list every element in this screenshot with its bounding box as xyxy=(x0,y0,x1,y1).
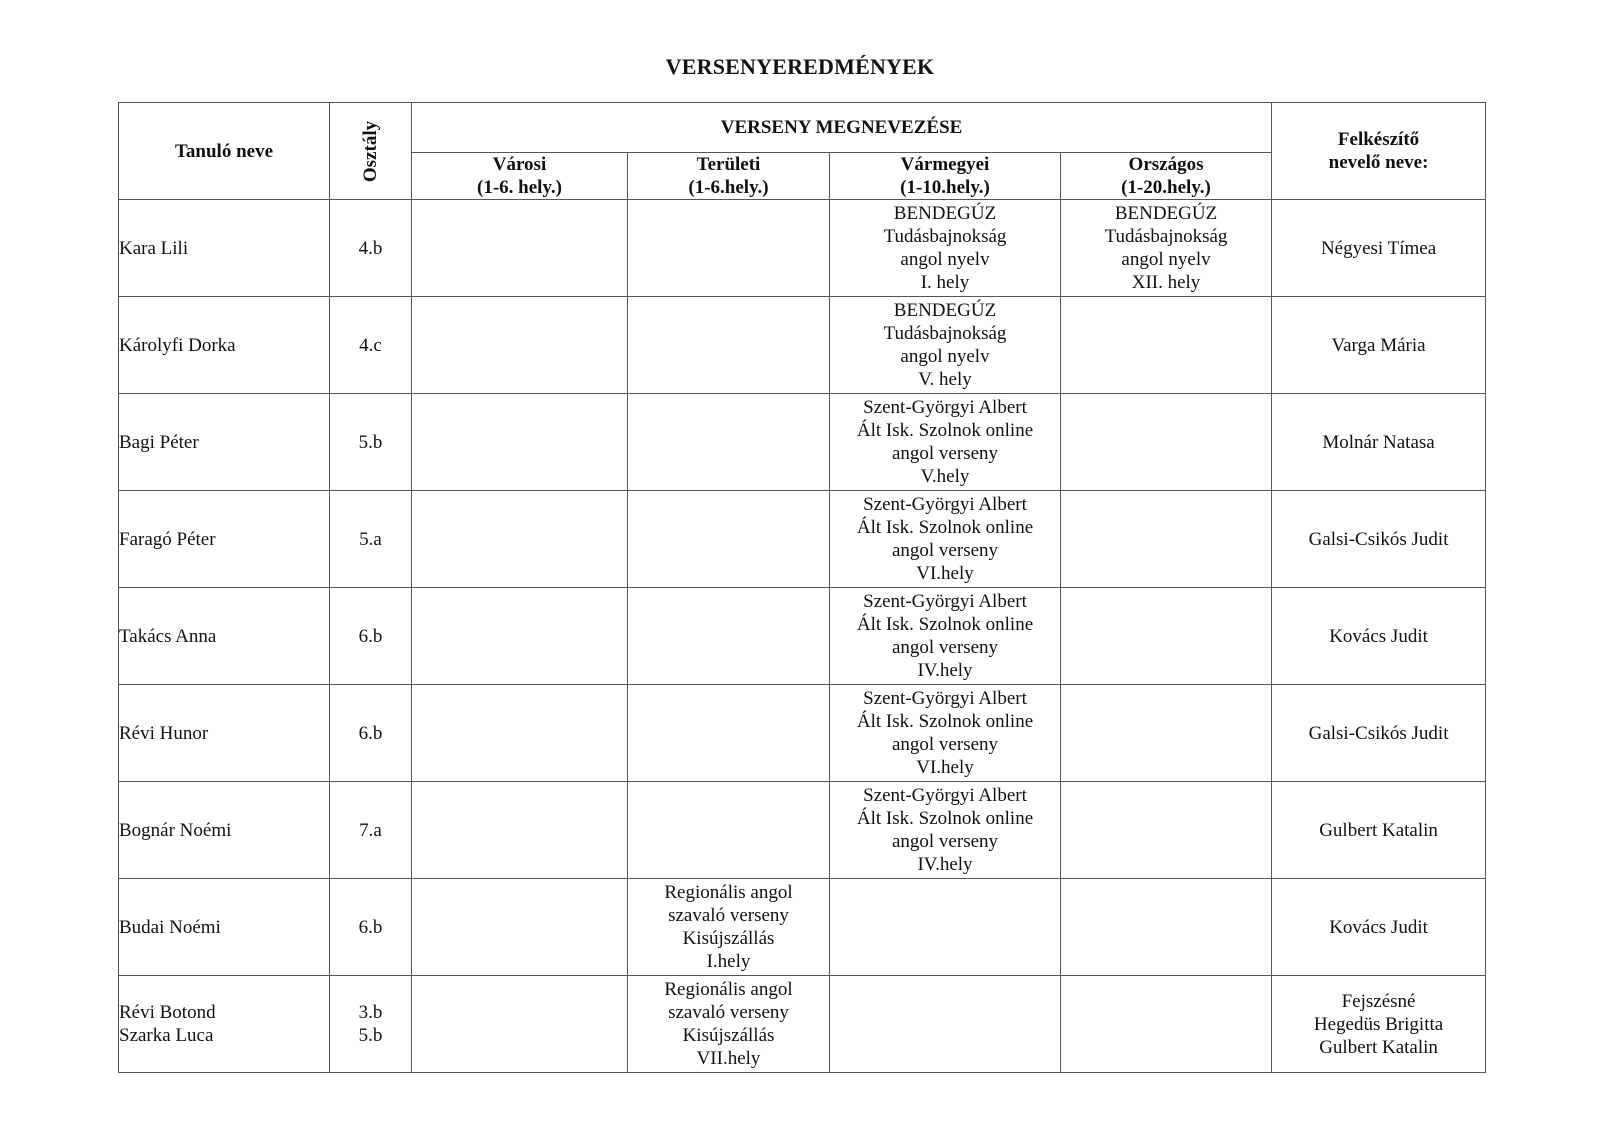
teruleti-line: Regionális angol xyxy=(664,882,793,903)
teruleti-cell xyxy=(628,491,830,588)
class-line: 6.b xyxy=(358,722,383,744)
teacher-line: Galsi-Csikós Judit xyxy=(1308,528,1449,550)
varosi-cell xyxy=(412,297,628,394)
table-row xyxy=(119,976,1486,1073)
header-competition-name: VERSENY MEGNEVEZÉSE xyxy=(412,103,1272,153)
student-name-line: Bognár Noémi xyxy=(119,819,232,841)
teacher-cell xyxy=(1272,976,1486,1073)
teruleti-cell xyxy=(628,588,830,685)
varmegyei-line: V.hely xyxy=(920,466,970,487)
teruleti-cell xyxy=(628,879,830,976)
orszagos-cell xyxy=(1061,879,1272,976)
varmegyei-line: angol verseny xyxy=(891,734,999,755)
header-orszagos xyxy=(1061,153,1272,200)
varosi-cell xyxy=(412,685,628,782)
orszagos-line: BENDEGÚZ xyxy=(1114,203,1218,224)
teacher-line: Gulbert Katalin xyxy=(1319,1036,1438,1058)
header-varmegyei-title: Vármegyei xyxy=(900,154,990,175)
varmegyei-line: Szent-Györgyi Albert xyxy=(863,494,1027,515)
teruleti-cell xyxy=(628,976,830,1073)
teruleti-cell xyxy=(628,297,830,394)
varmegyei-cell xyxy=(830,588,1061,685)
teacher-line: Kovács Judit xyxy=(1329,625,1428,647)
header-student-name: Tanuló neve xyxy=(119,103,330,200)
teacher-line: Négyesi Tímea xyxy=(1320,237,1437,259)
orszagos-cell xyxy=(1061,976,1272,1073)
varosi-cell xyxy=(412,491,628,588)
teruleti-cell xyxy=(628,782,830,879)
orszagos-cell xyxy=(1061,491,1272,588)
varmegyei-line: Tudásbajnokság xyxy=(883,323,1007,344)
varosi-cell xyxy=(412,782,628,879)
teruleti-line: VII.hely xyxy=(696,1048,761,1069)
student-name-line: Bagi Péter xyxy=(119,431,199,453)
table-row xyxy=(119,491,1486,588)
varmegyei-cell xyxy=(830,394,1061,491)
varmegyei-line: VI.hely xyxy=(916,757,974,778)
class-cell xyxy=(330,200,412,297)
class-line: 3.b xyxy=(358,1002,383,1023)
varmegyei-line: IV.hely xyxy=(917,660,973,681)
class-line: 5.b xyxy=(358,1025,383,1046)
results-table xyxy=(118,102,1486,1073)
student-name-line: Szarka Luca xyxy=(119,1025,214,1046)
table-body xyxy=(119,200,1486,1073)
student-name-cell xyxy=(119,491,330,588)
header-teacher-line-1: Felkészítő xyxy=(1337,129,1420,150)
teacher-line: Hegedüs Brigitta xyxy=(1313,1013,1444,1035)
teacher-cell xyxy=(1272,394,1486,491)
varmegyei-line: VI.hely xyxy=(916,563,974,584)
table-row xyxy=(119,782,1486,879)
orszagos-line: XII. hely xyxy=(1131,272,1201,293)
varmegyei-line: Ált Isk. Szolnok online xyxy=(856,614,1034,635)
header-teruleti-range: (1-6.hely.) xyxy=(688,177,769,198)
class-line: 4.b xyxy=(358,237,383,259)
varmegyei-line: angol nyelv xyxy=(900,249,990,270)
varmegyei-line: Tudásbajnokság xyxy=(883,226,1007,247)
varmegyei-cell xyxy=(830,491,1061,588)
class-line: 4.c xyxy=(359,334,382,356)
varmegyei-cell xyxy=(830,782,1061,879)
varmegyei-line: Szent-Györgyi Albert xyxy=(863,591,1027,612)
teacher-cell xyxy=(1272,491,1486,588)
varmegyei-cell xyxy=(830,976,1061,1073)
header-varosi xyxy=(412,153,628,200)
class-cell xyxy=(330,588,412,685)
teacher-line: Varga Mária xyxy=(1331,334,1426,356)
header-class-label: Osztály xyxy=(360,120,381,182)
teacher-cell xyxy=(1272,588,1486,685)
orszagos-cell xyxy=(1061,394,1272,491)
class-cell xyxy=(330,782,412,879)
student-name-line: Budai Noémi xyxy=(119,916,221,938)
student-name-line: Révi Botond xyxy=(119,1002,216,1023)
table-row xyxy=(119,879,1486,976)
teacher-cell xyxy=(1272,685,1486,782)
varmegyei-line: angol verseny xyxy=(891,540,999,561)
teruleti-line: Regionális angol xyxy=(664,979,793,1000)
varmegyei-line: angol verseny xyxy=(891,831,999,852)
varmegyei-line: BENDEGÚZ xyxy=(893,300,997,321)
teacher-line: Gulbert Katalin xyxy=(1319,819,1438,841)
student-name-line: Takács Anna xyxy=(119,625,217,647)
teruleti-cell xyxy=(628,394,830,491)
student-name-cell xyxy=(119,976,330,1073)
student-name-line: Károlyfi Dorka xyxy=(119,334,236,356)
orszagos-cell xyxy=(1061,297,1272,394)
varosi-cell xyxy=(412,588,628,685)
varmegyei-line: angol verseny xyxy=(891,637,999,658)
class-line: 7.a xyxy=(359,819,382,841)
orszagos-cell xyxy=(1061,200,1272,297)
class-cell xyxy=(330,297,412,394)
header-teruleti xyxy=(628,153,830,200)
varmegyei-line: Ált Isk. Szolnok online xyxy=(856,420,1034,441)
header-orszagos-range: (1-20.hely.) xyxy=(1121,177,1211,198)
header-orszagos-title: Országos xyxy=(1128,154,1204,175)
teruleti-line: Kisújszállás xyxy=(682,928,775,949)
class-cell xyxy=(330,685,412,782)
header-teruleti-title: Területi xyxy=(696,154,761,175)
varmegyei-cell xyxy=(830,685,1061,782)
table-row xyxy=(119,685,1486,782)
student-name-cell xyxy=(119,879,330,976)
header-varmegyei xyxy=(830,153,1061,200)
class-cell xyxy=(330,394,412,491)
varosi-cell xyxy=(412,976,628,1073)
table-header xyxy=(119,103,1486,200)
varosi-cell xyxy=(412,200,628,297)
varmegyei-line: Szent-Györgyi Albert xyxy=(863,397,1027,418)
varmegyei-cell xyxy=(830,297,1061,394)
class-line: 5.a xyxy=(359,528,382,550)
teacher-cell xyxy=(1272,782,1486,879)
varmegyei-line: Szent-Györgyi Albert xyxy=(863,785,1027,806)
header-varosi-range: (1-6. hely.) xyxy=(477,177,562,198)
varmegyei-line: Ált Isk. Szolnok online xyxy=(856,517,1034,538)
class-line: 6.b xyxy=(358,625,383,647)
varmegyei-line: Ált Isk. Szolnok online xyxy=(856,808,1034,829)
student-name-cell xyxy=(119,782,330,879)
class-line: 5.b xyxy=(358,431,383,453)
varmegyei-line: V. hely xyxy=(918,369,972,390)
teruleti-cell xyxy=(628,200,830,297)
header-teacher xyxy=(1272,103,1486,200)
class-cell xyxy=(330,491,412,588)
class-cell xyxy=(330,976,412,1073)
header-varosi-title: Városi xyxy=(492,154,547,175)
varosi-cell xyxy=(412,394,628,491)
varmegyei-line: IV.hely xyxy=(917,854,973,875)
teruleti-line: I.hely xyxy=(706,951,751,972)
varmegyei-line: BENDEGÚZ xyxy=(893,203,997,224)
varmegyei-line: Szent-Györgyi Albert xyxy=(863,688,1027,709)
header-varmegyei-range: (1-10.hely.) xyxy=(900,177,990,198)
teacher-cell xyxy=(1272,297,1486,394)
orszagos-line: angol nyelv xyxy=(1121,249,1211,270)
teacher-line: Molnár Natasa xyxy=(1322,431,1435,453)
teacher-line: Galsi-Csikós Judit xyxy=(1308,722,1449,744)
student-name-line: Révi Hunor xyxy=(119,722,209,744)
varmegyei-cell xyxy=(830,200,1061,297)
orszagos-cell xyxy=(1061,588,1272,685)
class-line: 6.b xyxy=(358,916,383,938)
orszagos-cell xyxy=(1061,685,1272,782)
varmegyei-line: angol verseny xyxy=(891,443,999,464)
teacher-line: Fejszésné xyxy=(1341,990,1416,1012)
table-row xyxy=(119,297,1486,394)
varmegyei-line: angol nyelv xyxy=(900,346,990,367)
student-name-cell xyxy=(119,685,330,782)
student-name-cell xyxy=(119,588,330,685)
student-name-cell xyxy=(119,394,330,491)
student-name-line: Faragó Péter xyxy=(119,528,216,550)
table-row xyxy=(119,588,1486,685)
student-name-cell xyxy=(119,200,330,297)
table-row xyxy=(119,200,1486,297)
teacher-cell xyxy=(1272,200,1486,297)
header-class xyxy=(330,103,412,200)
orszagos-line: Tudásbajnokság xyxy=(1104,226,1228,247)
varmegyei-cell xyxy=(830,879,1061,976)
orszagos-cell xyxy=(1061,782,1272,879)
student-name-cell xyxy=(119,297,330,394)
student-name-line: Kara Lili xyxy=(119,237,189,259)
teruleti-line: Kisújszállás xyxy=(682,1025,775,1046)
teruleti-line: szavaló verseny xyxy=(668,1002,789,1023)
header-teacher-line-2: nevelő neve: xyxy=(1328,152,1429,173)
varosi-cell xyxy=(412,879,628,976)
teruleti-cell xyxy=(628,685,830,782)
teacher-line: Kovács Judit xyxy=(1329,916,1428,938)
varmegyei-line: I. hely xyxy=(920,272,970,293)
teruleti-line: szavaló verseny xyxy=(668,905,789,926)
teacher-cell xyxy=(1272,879,1486,976)
varmegyei-line: Ált Isk. Szolnok online xyxy=(856,711,1034,732)
table-row xyxy=(119,394,1486,491)
class-cell xyxy=(330,879,412,976)
page-title: VERSENYEREDMÉNYEK xyxy=(665,54,935,79)
